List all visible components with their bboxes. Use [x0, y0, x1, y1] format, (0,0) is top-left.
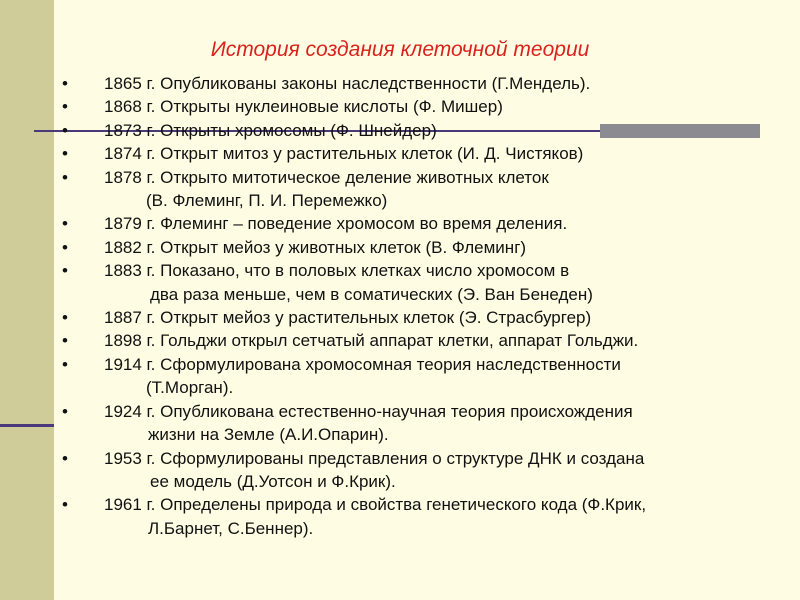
bullet-icon: •	[62, 120, 68, 140]
list-item	[62, 493, 792, 540]
list-item-continuation: два раза меньше, чем в соматических (Э. Ван Бенеден)	[150, 284, 593, 304]
list-item-text	[104, 72, 792, 95]
bullet-icon: •	[62, 237, 68, 257]
list-item-text	[104, 306, 792, 329]
list-item	[62, 400, 792, 447]
list-item	[62, 329, 792, 352]
list-item	[62, 447, 792, 494]
list-item-line: 1879 г. Флеминг – поведение хромосом во время деления.	[104, 214, 568, 234]
bullet-icon: •	[62, 331, 68, 351]
list-item-line: 1961 г. Определены природа и свойства генетического кода (Ф.Крик,	[104, 495, 647, 515]
list-item	[62, 353, 792, 400]
list-item-text	[104, 329, 792, 352]
list-item-line: 1953 г. Сформулированы представления о структуре ДНК и создана	[104, 448, 645, 468]
slide-title: История создания клеточной теории	[210, 38, 590, 61]
list-item-line: 1868 г. Открыты нуклеиновые кислоты (Ф. Мишер)	[104, 97, 503, 117]
list-item-line: 1883 г. Показано, что в половых клетках число хромосом в	[104, 261, 570, 281]
list-item	[62, 119, 792, 142]
list-item	[62, 166, 792, 213]
list-item-text	[104, 119, 792, 142]
list-item-text	[104, 142, 792, 165]
list-item-line: 1878 г. Открыто митотическое деление животных клеток	[104, 167, 549, 187]
bullet-icon: •	[62, 448, 68, 468]
bullet-icon: •	[62, 308, 68, 328]
bullet-icon: •	[62, 214, 68, 234]
bullet-icon: •	[62, 354, 68, 374]
list-item-line: 1873 г. Открыты хромосомы (Ф. Шнейдер)	[104, 120, 437, 140]
list-item	[62, 142, 792, 165]
list-item-line: 1914 г. Сформулирована хромосомная теория наследственности	[104, 354, 621, 374]
bullet-icon: •	[62, 495, 68, 515]
list-item-text	[104, 259, 792, 306]
list-item-continuation: Л.Барнет, С.Беннер).	[148, 518, 314, 538]
list-item-line: 1874 г. Открыт митоз у растительных клеток (И. Д. Чистяков)	[104, 144, 584, 164]
list-item-continuation: жизни на Земле (А.И.Опарин).	[148, 425, 389, 445]
list-item-line: 1898 г. Гольджи открыл сетчатый аппарат клетки, аппарат Гольджи.	[104, 331, 639, 351]
timeline-list	[62, 72, 792, 540]
bullet-icon: •	[62, 144, 68, 164]
list-item-text	[104, 493, 792, 540]
list-item-text	[104, 212, 792, 235]
list-item-text	[104, 353, 792, 400]
list-item-line: 1865 г. Опубликованы законы наследственности (Г.Мендель).	[104, 74, 591, 93]
list-item-text	[104, 166, 792, 213]
sidebar-band	[0, 0, 54, 600]
list-item	[62, 259, 792, 306]
list-item	[62, 212, 792, 235]
bullet-icon: •	[62, 97, 68, 117]
list-item-line: 1882 г. Открыт мейоз у животных клеток (В. Флеминг)	[104, 237, 527, 257]
list-item	[62, 72, 792, 95]
list-item-line: 1924 г. Опубликована естественно-научная теория происхождения	[104, 401, 633, 421]
list-item-text	[104, 236, 792, 259]
list-item-line: 1887 г. Открыт мейоз у растительных клеток (Э. Страсбургер)	[104, 308, 592, 328]
list-item	[62, 95, 792, 118]
list-item-text	[104, 400, 792, 447]
list-item-text	[104, 95, 792, 118]
bullet-icon: •	[62, 261, 68, 281]
bullet-icon: •	[62, 401, 68, 421]
list-item-continuation: ее модель (Д.Уотсон и Ф.Крик).	[150, 471, 396, 491]
list-item-continuation: (Т.Морган).	[146, 378, 234, 398]
bullet-icon: •	[62, 167, 68, 187]
bullet-icon: •	[62, 74, 68, 93]
list-item	[62, 236, 792, 259]
list-item-continuation: (В. Флеминг, П. И. Перемежко)	[146, 191, 388, 211]
sidebar-divider-line	[0, 424, 54, 427]
list-item-text	[104, 447, 792, 494]
list-item	[62, 306, 792, 329]
